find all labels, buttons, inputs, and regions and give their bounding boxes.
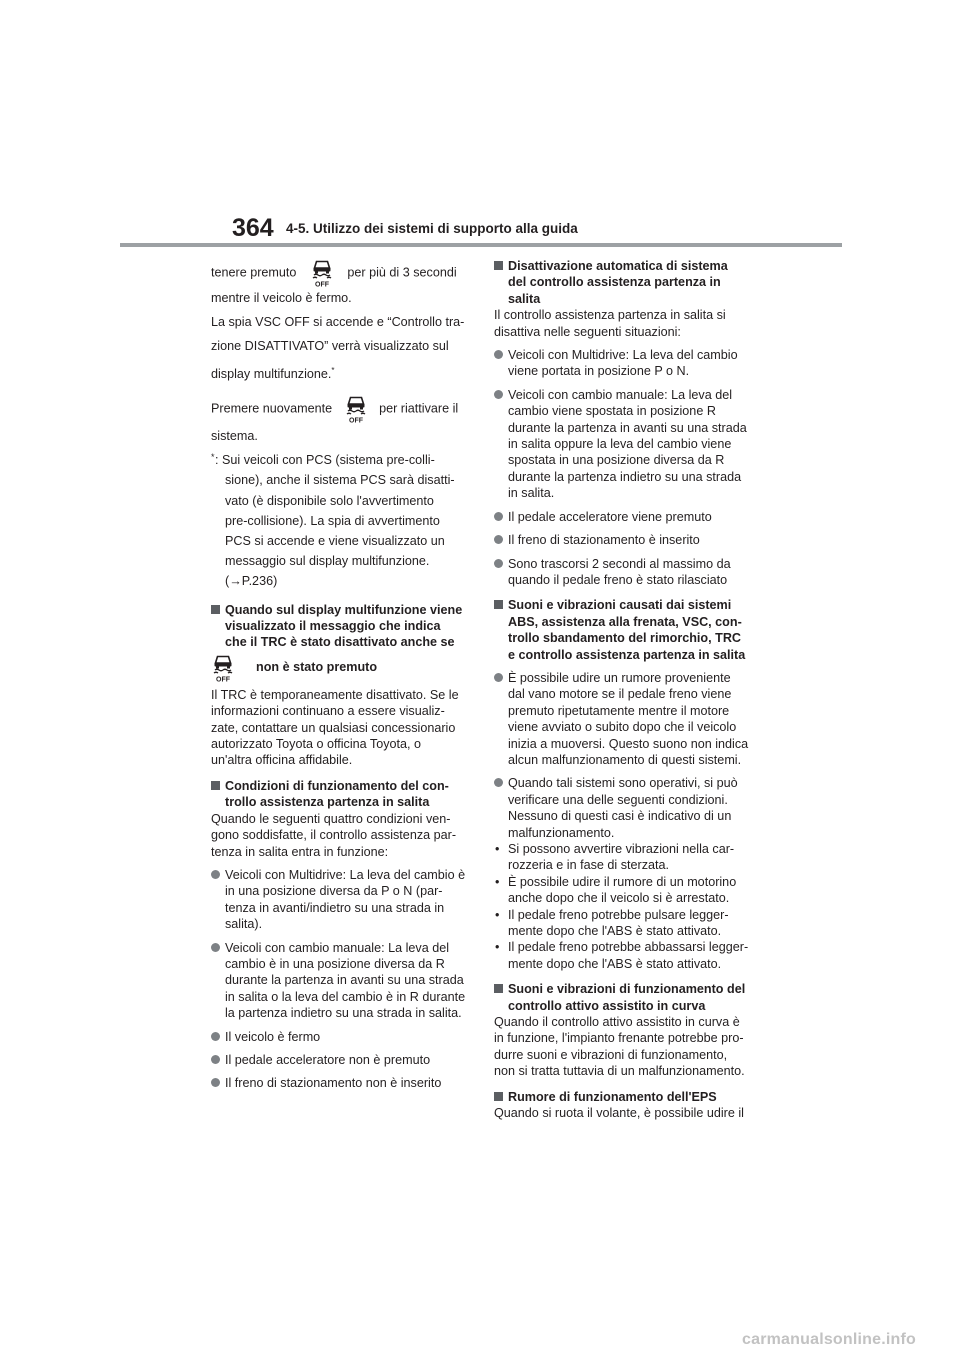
square-bullet <box>494 984 503 993</box>
text-line: Il freno di stazionamento non è inserito <box>225 1076 442 1091</box>
text-line: Sono trascorsi 2 secondi al massimo da <box>508 556 731 571</box>
heading-line: Quando sul display multifunzione viene <box>225 602 463 617</box>
text-line: durre suoni e vibrazioni di funzionamento, <box>494 1047 728 1062</box>
heading-active-cornering <box>494 981 756 1014</box>
footnote-line: sione), anche il sistema PCS sarà disatti- <box>225 473 455 488</box>
text-line: durante la partenza indietro su una strada <box>508 469 742 484</box>
heading-trc-message <box>211 602 473 651</box>
list-item <box>494 775 756 841</box>
page-number: 364 <box>232 214 274 242</box>
p3-text-a: Premere nuovamente <box>211 401 333 416</box>
text-line: dal vano motore se il pedale freno viene <box>508 687 732 702</box>
heading-eps-noise <box>494 1089 756 1105</box>
text-line: durante la partenza in avanti su una strada <box>225 973 464 988</box>
text-line: Il pedale acceleratore viene premuto <box>508 509 712 524</box>
round-bullet <box>494 512 503 521</box>
text-line: Quando le seguenti quattro condizioni ven- <box>211 811 451 826</box>
p4-paragraph <box>211 687 473 769</box>
text-line: Il TRC è temporaneamente disattivato. Se le <box>211 687 459 702</box>
text-line: disattiva nelle seguenti situazioni: <box>494 324 681 339</box>
sub-list-item <box>494 939 756 972</box>
text-line: in salita. <box>508 486 555 501</box>
text-line: informazioni continuano a essere visualiz- <box>211 704 445 719</box>
square-bullet <box>494 600 503 609</box>
vsc-off-switch-icon <box>310 258 334 288</box>
text-line: malfunzionamento. <box>508 825 615 840</box>
dash-marker: • <box>495 842 500 856</box>
text-line: mente dopo che l'ABS è stato attivato. <box>508 956 722 971</box>
text-line: autorizzato Toyota o officina Toyota, o <box>211 737 422 752</box>
list-item <box>211 940 473 1022</box>
square-bullet <box>494 1092 503 1101</box>
heading-line: Suoni e vibrazioni causati dai sistemi <box>508 598 732 613</box>
text-line: Il pedale acceleratore non è premuto <box>225 1052 431 1067</box>
round-bullet <box>211 943 220 952</box>
sub-list-item <box>494 841 756 874</box>
r-p1-paragraph <box>494 307 756 340</box>
list-item <box>494 347 756 380</box>
text-line: viene portata in posizione P o N. <box>508 364 690 379</box>
round-bullet <box>494 673 503 682</box>
text-line: un'altra officina affidabile. <box>211 753 353 768</box>
text-line: Il controllo assistenza partenza in salita si <box>494 308 726 323</box>
list-item <box>494 509 756 525</box>
section-title: 4-5. Utilizzo dei sistemi di supporto alla guida <box>286 221 578 236</box>
heading-line: e controllo assistenza partenza in salita <box>508 647 746 662</box>
round-bullet <box>494 535 503 544</box>
watermark: carmanualsonline.info <box>742 1331 917 1348</box>
text-line: alcun malfunzionamento di questi sistemi. <box>508 752 742 767</box>
list-item <box>211 1029 473 1045</box>
footnote-line: vato (è disponibile solo l'avvertimento <box>225 493 434 508</box>
text-line: Il freno di stazionamento è inserito <box>508 533 700 548</box>
text-line: gono soddisfatte, il controllo assistenza par- <box>211 828 457 843</box>
dash-marker: • <box>495 874 500 889</box>
text-line: Quando si ruota il volante, è possibile udire il <box>494 1106 744 1121</box>
right-column <box>494 258 756 1122</box>
heading-line: ABS, assistenza alla frenata, VSC, con- <box>508 614 742 629</box>
p2-line-3-text: display multifunzione. <box>211 366 332 381</box>
text-line: È possibile udire un rumore proveniente <box>508 670 731 685</box>
footnote-star: * <box>211 452 215 463</box>
text-line: viene avviato o subito dopo che il veicolo <box>508 720 737 735</box>
heading-tail-text: non è stato premuto <box>256 659 378 674</box>
list-item <box>211 867 473 933</box>
square-bullet <box>211 605 220 614</box>
text-line: Quando tali sistemi sono operativi, si può <box>508 776 738 791</box>
intro-text-a: tenere premuto <box>211 265 297 280</box>
text-line: rozzeria e in fase di sterzata. <box>508 858 669 873</box>
round-bullet <box>494 390 503 399</box>
heading-auto-deactivation <box>494 258 756 307</box>
heading-line: visualizzato il messaggio che indica <box>225 619 441 634</box>
footnote-line: messaggio sul display multifunzione. <box>225 554 430 569</box>
text-line: zate, contattare un qualsiasi concessionario <box>211 720 456 735</box>
text-line: Il veicolo è fermo <box>225 1029 321 1044</box>
heading-hill-start-conditions <box>211 778 473 811</box>
p3-paragraph <box>211 394 473 424</box>
dash-marker: • <box>495 907 500 922</box>
text-line: cambio è in una posizione diversa da R <box>225 956 445 971</box>
heading-line: Suoni e vibrazioni di funzionamento del <box>508 982 746 997</box>
text-line: È possibile udire il rumore di un motorino <box>508 874 737 889</box>
text-line: Veicoli con cambio manuale: La leva del <box>225 940 450 955</box>
round-bullet <box>494 778 503 787</box>
heading-line: controllo attivo assistito in curva <box>508 998 706 1013</box>
sub-list-item <box>494 874 756 907</box>
p5-paragraph <box>211 811 473 860</box>
text-line: Veicoli con Multidrive: La leva del cambio <box>508 348 738 363</box>
text-line: Veicoli con cambio manuale: La leva del <box>508 387 733 402</box>
p2-line-1: La spia VSC OFF si accende e “Controllo tra- <box>211 315 465 330</box>
heading-line: trollo assistenza partenza in salita <box>225 795 430 810</box>
p3-text-b: per riattivare il <box>379 401 459 416</box>
text-line: durante la partenza in avanti su una strada <box>508 420 747 435</box>
heading-line: salita <box>508 291 541 306</box>
text-line: tenza in avanti/indietro su una strada in <box>225 900 445 915</box>
round-bullet <box>494 559 503 568</box>
round-bullet <box>211 870 220 879</box>
text-line: verificare una delle seguenti condizioni. <box>508 792 728 807</box>
footnote-line: : Sui veicoli con PCS (sistema pre-colli- <box>215 453 435 468</box>
text-line: Nessuno di questi casi è indicativo di un <box>508 809 732 824</box>
intro-text-c: mentre il veicolo è fermo. <box>211 291 352 305</box>
text-line: in funzione, l'impianto frenante potrebbe pro- <box>494 1031 744 1046</box>
footnote <box>211 450 473 591</box>
p2-line-2: zione DISATTIVATO” verrà visualizzato sul <box>211 339 449 354</box>
text-line: quando il pedale freno è stato rilasciato <box>508 572 728 587</box>
heading-trc-tail <box>211 657 473 683</box>
text-line: mente dopo che l'ABS è stato attivato. <box>508 924 722 939</box>
footnote-line: pre-collisione). La spia di avvertimento <box>225 513 440 528</box>
list-item <box>494 670 756 768</box>
round-bullet <box>211 1078 220 1087</box>
round-bullet <box>211 1055 220 1064</box>
heading-line: trollo sbandamento del rimorchio, TRC <box>508 631 742 646</box>
heading-line: Rumore di funzionamento dell'EPS <box>508 1089 717 1104</box>
list-item <box>494 532 756 548</box>
sub-list-item <box>494 907 756 940</box>
left-column <box>211 258 473 1092</box>
heading-line: Condizioni di funzionamento del con- <box>225 778 449 793</box>
text-line: inizia a muoversi. Questo suono non indica <box>508 736 749 751</box>
text-line: spostata in una posizione diversa da R <box>508 453 725 468</box>
round-bullet <box>211 1032 220 1041</box>
text-line: anche dopo che il veicolo si è arrestato. <box>508 891 730 906</box>
footnote-line: (→P.236) <box>225 574 278 589</box>
text-line: Il pedale freno potrebbe abbassarsi legger- <box>508 940 749 955</box>
intro-text-b: per più di 3 secondi <box>347 265 457 280</box>
text-line: in salita o la leva del cambio è in R durante <box>225 989 466 1004</box>
text-line: in salita oppure la leva del cambio viene <box>508 437 732 452</box>
list-item <box>211 1052 473 1068</box>
header-divider <box>120 243 842 247</box>
r-p2-paragraph <box>494 1014 756 1080</box>
square-bullet <box>211 781 220 790</box>
footnote-line: PCS si accende e viene visualizzato un <box>225 534 445 549</box>
intro-paragraph <box>211 258 473 288</box>
dash-marker: • <box>495 940 500 955</box>
vsc-off-switch-icon <box>344 394 368 424</box>
list-item <box>211 1075 473 1091</box>
page-header <box>0 0 960 250</box>
text-line: tenza in salita entra in funzione: <box>211 844 389 859</box>
footnote-marker: * <box>331 365 335 375</box>
text-line: in una posizione diversa da P o N (par- <box>225 884 443 899</box>
text-line: premuto ripetutamente mentre il motore <box>508 703 730 718</box>
heading-line: del controllo assistenza partenza in <box>508 275 721 290</box>
text-line: Quando il controllo attivo assistito in curva è <box>494 1015 740 1030</box>
list-item <box>494 387 756 502</box>
p3-text-c: sistema. <box>211 429 258 443</box>
heading-line: Disattivazione automatica di sistema <box>508 259 728 273</box>
text-line: cambio viene spostata in posizione R <box>508 404 716 419</box>
round-bullet <box>494 350 503 359</box>
text-line: la partenza indietro su una strada in salita. <box>225 1006 462 1021</box>
text-line: Il pedale freno potrebbe pulsare legger- <box>508 907 729 922</box>
text-line: non si tratta tuttavia di un malfunzionamento. <box>494 1064 745 1079</box>
text-line: Veicoli con Multidrive: La leva del cambio è <box>225 867 466 882</box>
vsc-off-switch-icon <box>211 653 235 683</box>
p2-line-3 <box>211 361 473 384</box>
list-item <box>494 556 756 589</box>
text-line: salita). <box>225 917 263 932</box>
square-bullet <box>494 261 503 270</box>
heading-line: che il TRC è stato disattivato anche se <box>225 635 455 650</box>
text-line: Si possono avvertire vibrazioni nella car- <box>508 842 735 856</box>
heading-sounds-vibrations <box>494 597 756 663</box>
